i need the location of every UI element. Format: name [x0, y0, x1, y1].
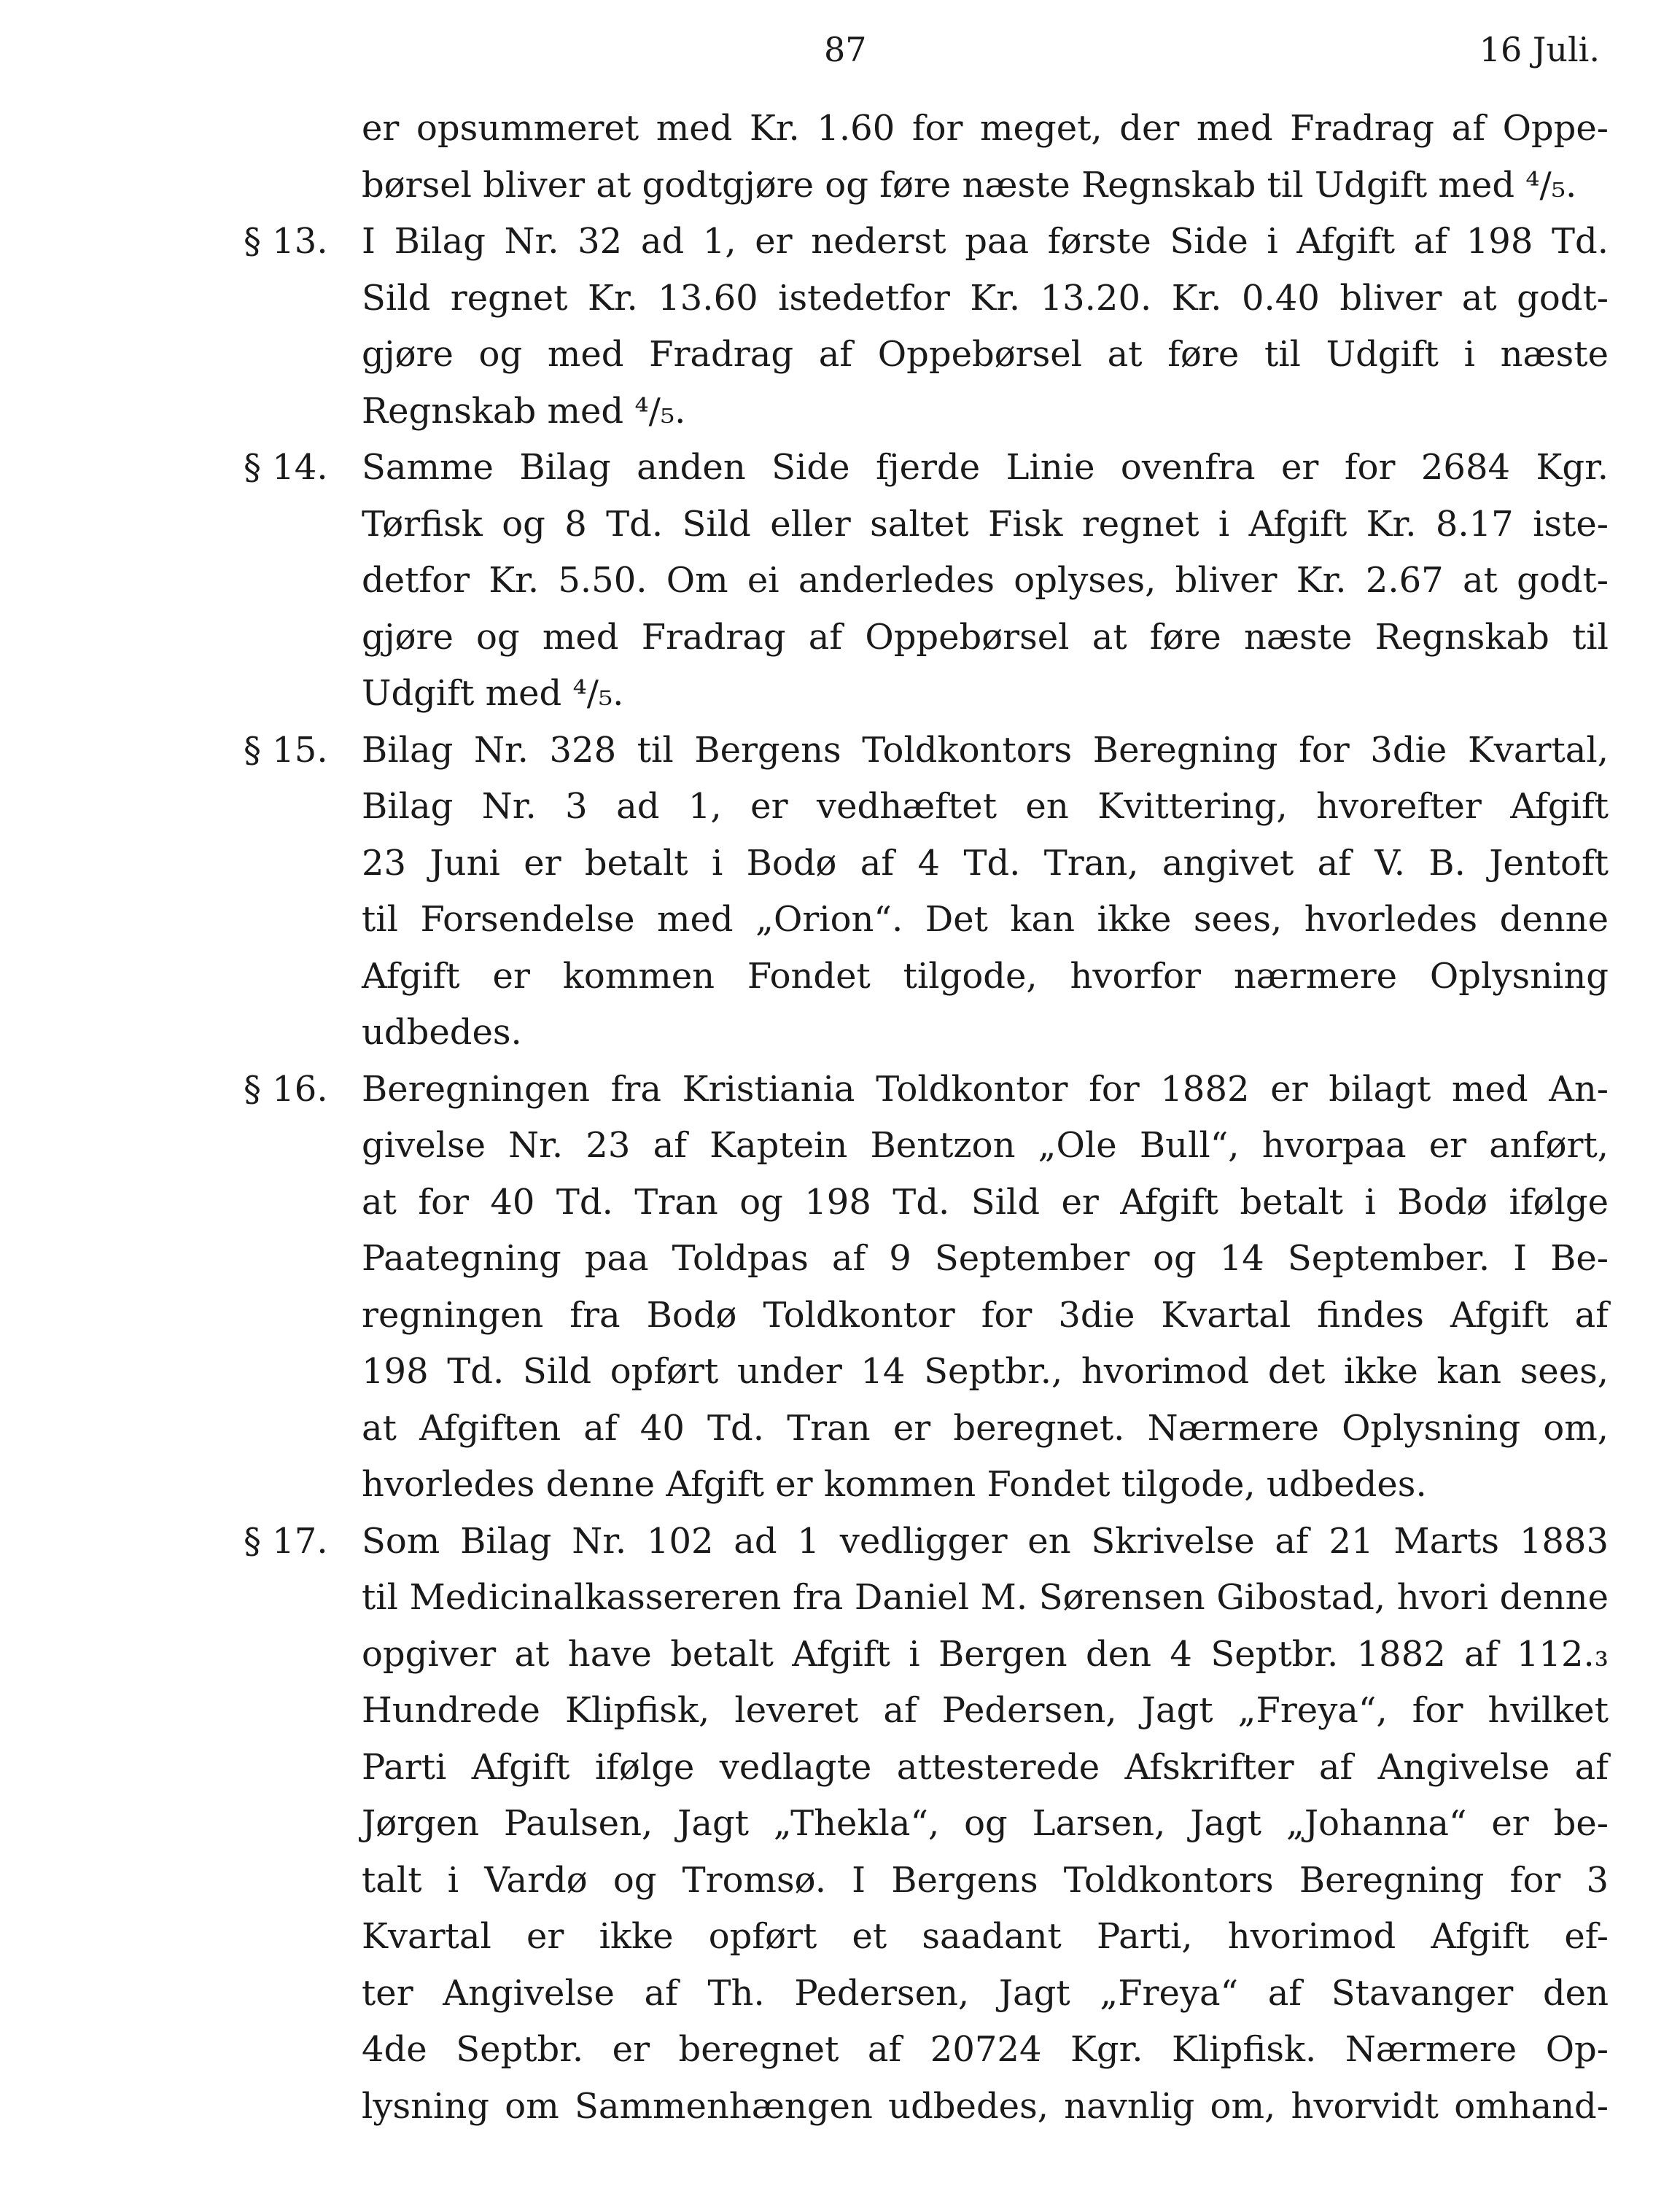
line-text: 198 Td. Sild opført under 14 Septbr., hvorimod det ikke kan sees, [362, 1351, 1609, 1392]
text-line [0, 214, 1680, 270]
line-text: Tørfisk og 8 Td. Sild eller saltet Fisk regnet i Afgift Kr. 8.17 iste- [362, 503, 1609, 545]
line-text: Paategning paa Toldpas af 9 September og 14 September. I Be- [362, 1238, 1609, 1279]
line-text: I Bilag Nr. 32 ad 1, er nederst paa første Side i Afgift af 198 Td. [362, 221, 1609, 262]
line-text: Afgift er kommen Fondet tilgode, hvorfor nærmere Oplysning [362, 955, 1609, 997]
text-line [0, 1909, 1680, 1966]
text-line [0, 949, 1680, 1005]
line-text: til Medicinalkassereren fra Daniel M. Sørensen Gibostad, hvori denne [362, 1577, 1609, 1618]
line-text: udbedes. [362, 1012, 522, 1053]
page-number: 87 [824, 30, 867, 69]
text-line [0, 1288, 1680, 1344]
text-line [0, 1231, 1680, 1288]
section-marker: § 17. [244, 1520, 328, 1562]
line-text: hvorledes denne Afgift er kommen Fondet tilgode, udbedes. [362, 1464, 1427, 1505]
text-line [0, 383, 1680, 440]
section-marker: § 13. [244, 221, 328, 262]
text-line [0, 327, 1680, 383]
text-line [0, 1966, 1680, 2022]
line-text: Som Bilag Nr. 102 ad 1 vedligger en Skrivelse af 21 Marts 1883 [362, 1520, 1609, 1562]
text-line [0, 836, 1680, 892]
text-line [0, 1514, 1680, 1570]
text-line [0, 1118, 1680, 1175]
text-line [0, 1570, 1680, 1627]
line-text: detfor Kr. 5.50. Om ei anderledes oplyses, bliver Kr. 2.67 at godt- [362, 560, 1609, 601]
text-line [0, 440, 1680, 497]
section-marker: § 14. [244, 447, 328, 488]
text-line [0, 2079, 1680, 2135]
text-line [0, 497, 1680, 553]
line-text: talt i Vardø og Tromsø. I Bergens Toldkontors Beregning for 3 [362, 1859, 1609, 1901]
line-text: gjøre og med Fradrag af Oppebørsel at føre næste Regnskab til [362, 616, 1609, 658]
line-text: er opsummeret med Kr. 1.60 for meget, der med Fradrag af Oppe- [362, 108, 1609, 149]
text-line [0, 1457, 1680, 1514]
line-text: Jørgen Paulsen, Jagt „Thekla“, og Larsen, Jagt „Johanna“ er be- [362, 1803, 1609, 1844]
section-marker: § 15. [244, 729, 328, 771]
text-line [0, 1796, 1680, 1853]
text-line [0, 610, 1680, 666]
section-marker: § 16. [244, 1068, 328, 1110]
text-line [0, 101, 1680, 157]
line-text: Regnskab med ⁴/₅. [362, 390, 686, 432]
line-text: Beregningen fra Kristiania Toldkontor for 1882 er bilagt med An- [362, 1068, 1609, 1110]
line-text: 4de Septbr. er beregnet af 20724 Kgr. Klipfisk. Nærmere Op- [362, 2029, 1609, 2070]
line-text: børsel bliver at godtgjøre og føre næste Regnskab til Udgift med ⁴/₅. [362, 164, 1577, 206]
text-line [0, 666, 1680, 723]
line-text: givelse Nr. 23 af Kaptein Bentzon „Ole Bull“, hvorpaa er anført, [362, 1125, 1609, 1166]
text-line [0, 1683, 1680, 1740]
text-line [0, 1175, 1680, 1231]
text-line [0, 157, 1680, 214]
line-text: lysning om Sammenhængen udbedes, navnlig om, hvorvidt omhand- [362, 2085, 1609, 2127]
line-text: opgiver at have betalt Afgift i Bergen den 4 Septbr. 1882 af 112.₃ [362, 1633, 1609, 1675]
text-line [0, 779, 1680, 836]
line-text: Sild regnet Kr. 13.60 istedetfor Kr. 13.20. Kr. 0.40 bliver at godt- [362, 277, 1609, 319]
line-text: ter Angivelse af Th. Pedersen, Jagt „Freya“ af Stavanger den [362, 1972, 1609, 2014]
text-line [0, 1005, 1680, 1062]
text-line [0, 270, 1680, 327]
text-line [0, 1853, 1680, 1909]
text-line [0, 1627, 1680, 1683]
text-line [0, 1740, 1680, 1796]
running-head-date: 16 Juli. [1479, 30, 1600, 69]
text-line [0, 1062, 1680, 1118]
text-line [0, 723, 1680, 779]
page-header [0, 28, 1680, 71]
text-line [0, 553, 1680, 610]
text-line [0, 1344, 1680, 1401]
line-text: Kvartal er ikke opført et saadant Parti, hvorimod Afgift ef- [362, 1916, 1609, 1957]
line-text: regningen fra Bodø Toldkontor for 3die Kvartal findes Afgift af [362, 1294, 1609, 1336]
line-text: til Forsendelse med „Orion“. Det kan ikke sees, hvorledes denne [362, 899, 1609, 940]
line-text: Samme Bilag anden Side fjerde Linie ovenfra er for 2684 Kgr. [362, 447, 1609, 488]
line-text: Bilag Nr. 3 ad 1, er vedhæftet en Kvittering, hvorefter Afgift [362, 786, 1609, 827]
line-text: Parti Afgift ifølge vedlagte attesterede Afskrifter af Angivelse af [362, 1746, 1609, 1788]
line-text: gjøre og med Fradrag af Oppebørsel at føre til Udgift i næste [362, 334, 1609, 375]
text-line [0, 892, 1680, 949]
text-line [0, 2022, 1680, 2079]
line-text: 23 Juni er betalt i Bodø af 4 Td. Tran, angivet af V. B. Jentoft [362, 842, 1609, 884]
line-text: Bilag Nr. 328 til Bergens Toldkontors Beregning for 3die Kvartal, [362, 729, 1609, 771]
line-text: Hundrede Klipfisk, leveret af Pedersen, Jagt „Freya“, for hvilket [362, 1690, 1609, 1731]
line-text: Udgift med ⁴/₅. [362, 673, 624, 714]
line-text: at Afgiften af 40 Td. Tran er beregnet. Nærmere Oplysning om, [362, 1407, 1609, 1449]
document-body [0, 101, 1680, 2135]
text-line [0, 1401, 1680, 1457]
line-text: at for 40 Td. Tran og 198 Td. Sild er Afgift betalt i Bodø ifølge [362, 1181, 1609, 1223]
